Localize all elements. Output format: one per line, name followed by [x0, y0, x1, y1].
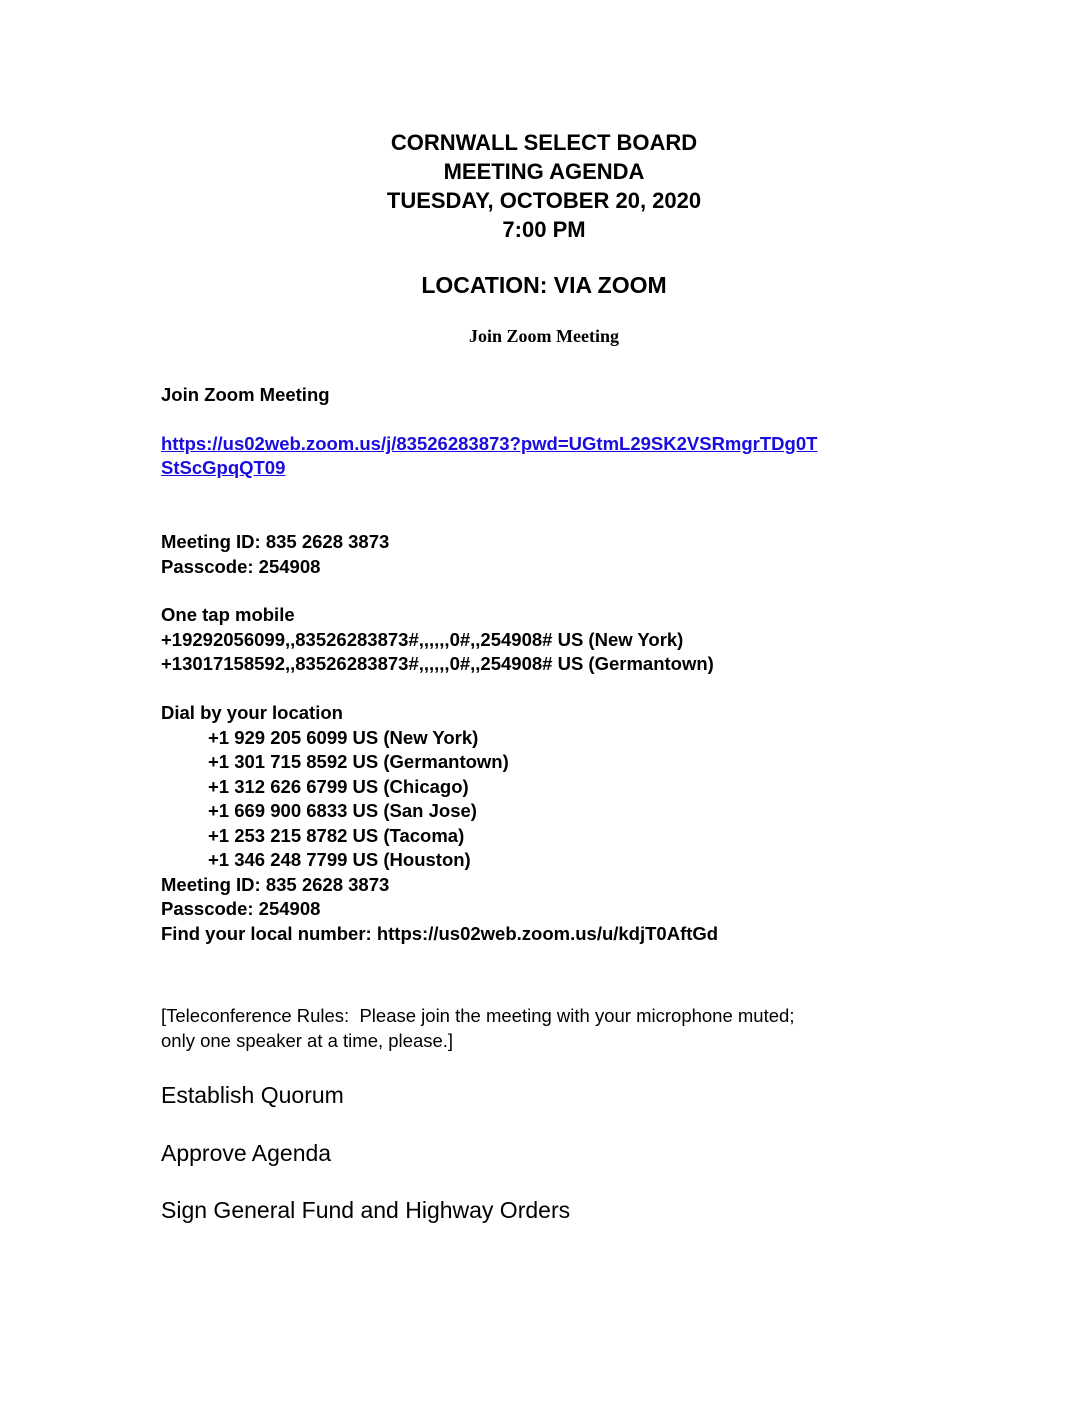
dial-number: +1 312 626 6799 US (Chicago) — [208, 775, 469, 797]
rules-line-1: [Teleconference Rules: Please join the meeting with your microphone muted; — [161, 1005, 795, 1026]
dial-number: +1 346 248 7799 US (Houston) — [208, 849, 471, 870]
agenda-item: Approve Agenda — [161, 1140, 332, 1166]
agenda-item: Sign General Fund and Highway Orders — [161, 1197, 571, 1223]
agenda-title-block — [0, 128, 1088, 244]
one-tap-number: +19292056099,,83526283873#,,,,,,0#,,254908# US (New York) — [161, 628, 684, 650]
dial-number: +1 253 215 8782 US (Tacoma) — [208, 824, 465, 846]
meeting-date: TUESDAY, OCTOBER 20, 2020 — [386, 188, 702, 213]
local-number-link: Find your local number: https://us02web.zoom.us/u/kdjT0AftGd — [161, 922, 719, 944]
join-zoom-heading: Join Zoom Meeting — [161, 384, 330, 405]
zoom-meeting-link-line-1[interactable]: https://us02web.zoom.us/j/83526283873?pwd=UGtmL29SK2VSRmgrTDg0T — [161, 433, 818, 454]
passcode: Passcode: 254908 — [161, 898, 321, 919]
meeting-id: Meeting ID: 835 2628 3873 — [161, 531, 390, 552]
dial-number: +1 929 205 6099 US (New York) — [208, 726, 479, 748]
meeting-time: 7:00 PM — [502, 217, 586, 242]
zoom-meeting-link-line-2[interactable]: StScGpqQT09 — [161, 457, 286, 478]
dial-number: +1 669 900 6833 US (San Jose) — [208, 800, 477, 821]
document-type: MEETING AGENDA — [443, 159, 645, 184]
meeting-credentials — [161, 530, 389, 579]
board-name: CORNWALL SELECT BOARD — [390, 130, 698, 155]
one-tap-mobile-section — [161, 603, 714, 677]
dial-by-location-section — [161, 701, 718, 946]
meeting-id: Meeting ID: 835 2628 3873 — [161, 873, 390, 895]
zoom-link-block — [161, 432, 931, 480]
one-tap-number: +13017158592,,83526283873#,,,,,,0#,,254908# US (Germantown) — [161, 653, 714, 674]
passcode: Passcode: 254908 — [161, 555, 321, 577]
one-tap-heading: One tap mobile — [161, 604, 295, 625]
teleconference-rules — [161, 1004, 921, 1053]
rules-line-2: only one speaker at a time, please.] — [161, 1029, 454, 1051]
dial-heading: Dial by your location — [161, 702, 343, 723]
join-zoom-subheading: Join Zoom Meeting — [469, 326, 619, 346]
agenda-item: Establish Quorum — [161, 1082, 344, 1108]
dial-number: +1 301 715 8592 US (Germantown) — [208, 751, 509, 772]
meeting-location: LOCATION: VIA ZOOM — [421, 272, 667, 298]
